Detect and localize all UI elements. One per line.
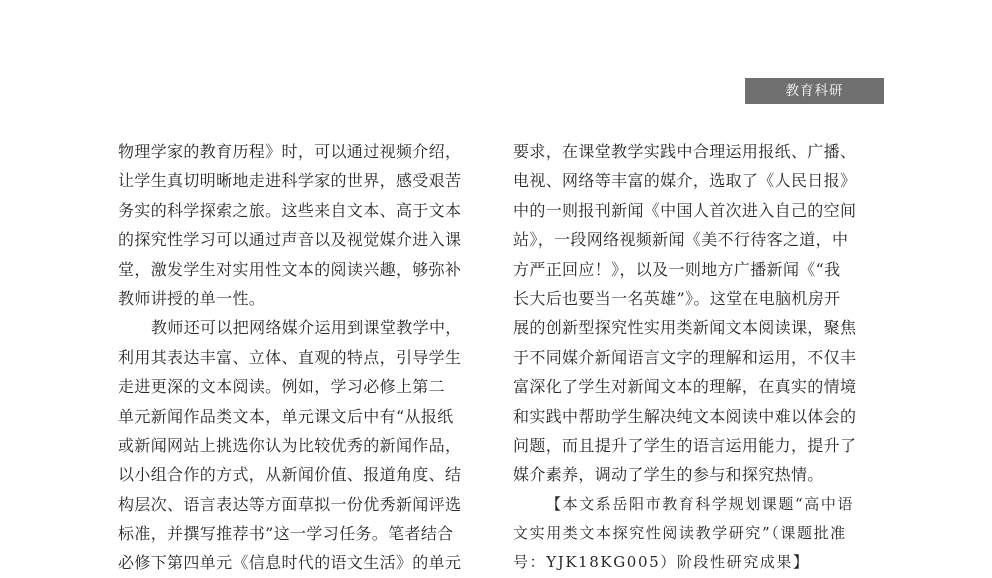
text-line: 利用其表达丰富、立体、直观的特点，引导学生 <box>118 347 462 367</box>
text-line: 的探究性学习可以通过声音以及视觉媒介进入课 <box>118 230 462 250</box>
text-line: 必修下第四单元《信息时代的语文生活》的单元 <box>118 553 462 573</box>
text-line: 单元新闻作品类文本，单元课文后中有“从报纸 <box>118 406 454 426</box>
text-line: 要求，在课堂教学实践中合理运用报纸、广播、 <box>513 142 857 161</box>
text-line: 走进更深的文本阅读。例如，学习必修上第二 <box>118 377 446 397</box>
funding-note-line: 【本文系岳阳市教育科学规划课题“高中语 <box>546 494 855 513</box>
text-line: 构层次、语言表达等方面草拟一份优秀新闻评选 <box>118 494 462 514</box>
text-line: 于不同媒介新闻语言文字的理解和运用，不仅丰 <box>513 347 857 367</box>
text-line: 或新闻网站上挑选你认为比较优秀的新闻作品， <box>118 435 462 455</box>
paragraph-start-line: 教师还可以把网络媒介运用到课堂教学中， <box>151 318 462 338</box>
funding-note-line: 文实用类文本探究性阅读教学研究”（课题批准 <box>513 524 847 543</box>
left-text-column <box>118 137 490 578</box>
text-line: 务实的科学探索之旅。这些来自文本、高于文本 <box>118 200 462 220</box>
text-line: 电视、网络等丰富的媒介，选取了《人民日报》 <box>513 171 857 191</box>
text-line: 教师讲授的单一性。 <box>118 288 266 308</box>
text-line: 展的创新型探究性实用类新闻文本阅读课，聚焦 <box>513 318 857 338</box>
text-line: 标准，并撰写推荐书”这一学习任务。笔者结合 <box>118 524 454 544</box>
text-line: 富深化了学生对新闻文本的理解，在真实的情境 <box>513 377 857 397</box>
text-line: 以小组合作的方式，从新闻价值、报道角度、结 <box>118 465 462 485</box>
text-line: 物理学家的教育历程》时，可以通过视频介绍， <box>118 142 462 161</box>
text-line: 让学生真切明晰地走进科学家的世界，感受艰苦 <box>118 171 462 191</box>
text-line: 站》，一段网络视频新闻《美不行待客之道，中 <box>513 230 849 250</box>
text-line: 中的一则报刊新闻《中国人首次进入自己的空间 <box>513 200 857 220</box>
section-label: 教育科研 <box>745 78 884 104</box>
text-line: 长大后也要当一名英雄”》。这堂在电脑机房开 <box>513 288 841 308</box>
text-line: 媒介素养，调动了学生的参与和探究热情。 <box>513 465 824 485</box>
funding-note-line: 号：YJK18KG005）阶段性研究成果】 <box>513 553 810 572</box>
text-line: 和实践中帮助学生解决纯文本阅读中难以体会的 <box>513 406 857 426</box>
text-line: 问题，而且提升了学生的语言运用能力，提升了 <box>513 435 857 455</box>
text-line: 方严正回应！》，以及一则地方广播新闻《“我 <box>513 259 841 279</box>
right-text-column <box>513 137 885 578</box>
text-line: 堂，激发学生对实用性文本的阅读兴趣，够弥补 <box>118 259 462 279</box>
